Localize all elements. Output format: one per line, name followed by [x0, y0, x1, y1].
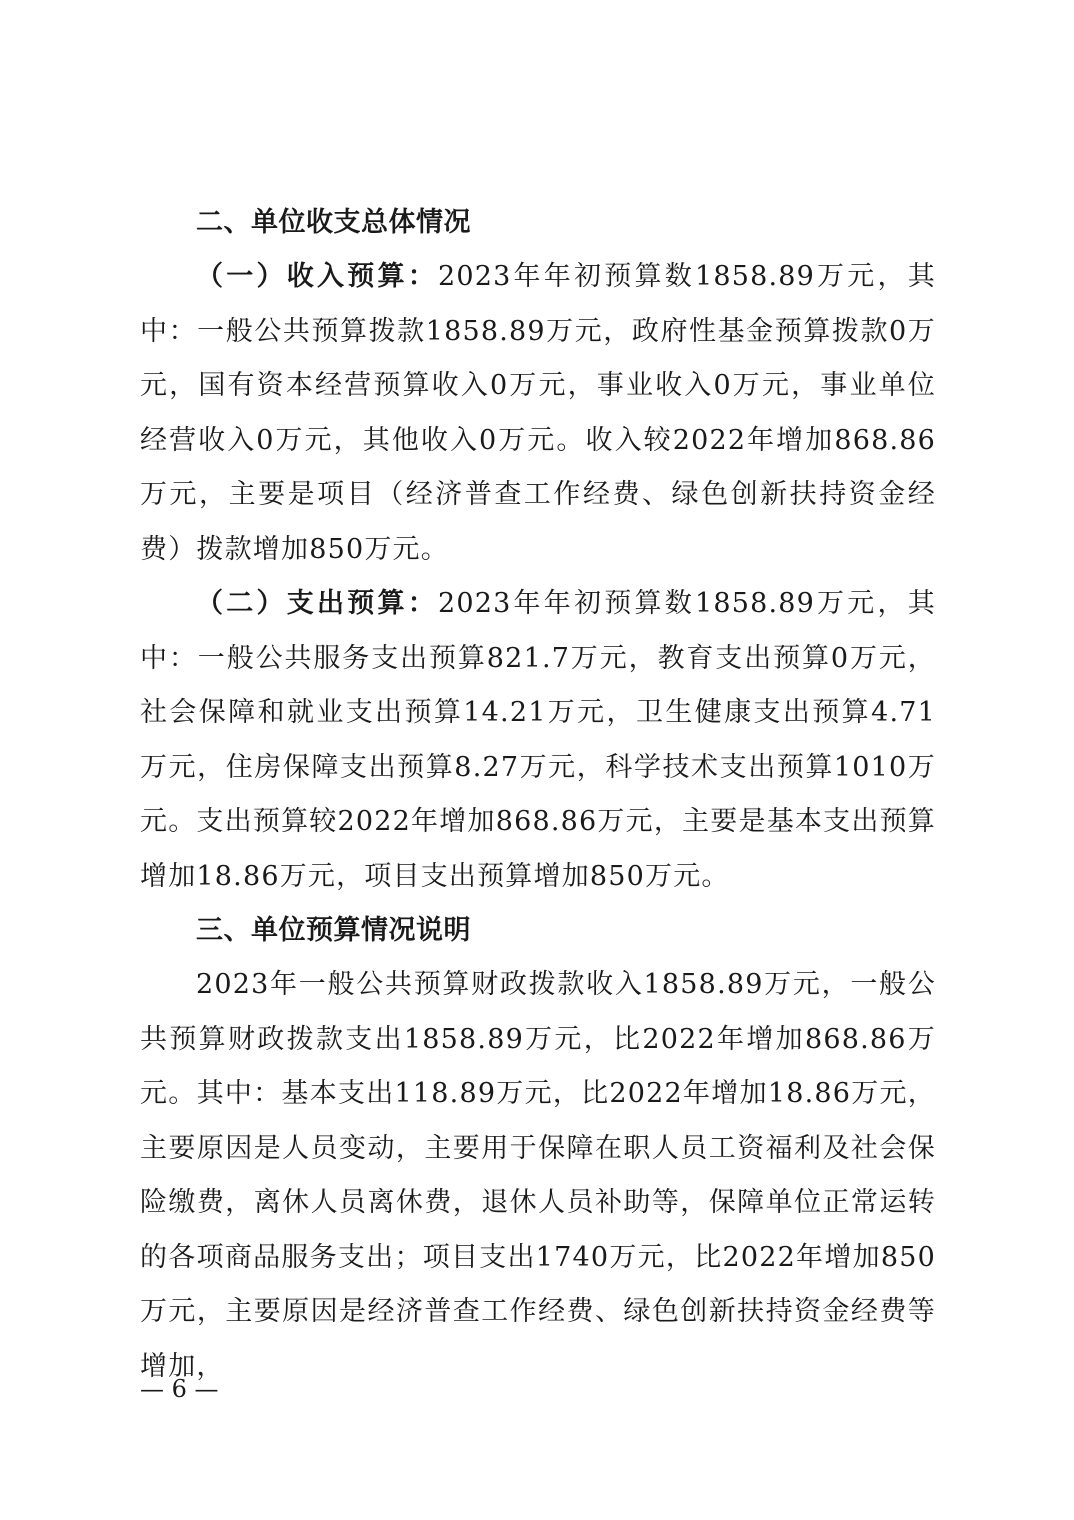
page-number: — 6 —: [140, 1375, 219, 1403]
section-heading-overall: 二、单位收支总体情况: [196, 207, 471, 238]
section-heading-budget: 三、单位预算情况说明: [196, 915, 471, 946]
expense-budget-text: 2023年年初预算数1858.89万元，其中：一般公共服务支出预算821.7万元，教育支出预算0万元，社会保障和就业支出预算14.21万元，卫生健康支出预算4.71万元，住房保障支出预算8.27万元，科学技术支出预算1010万元。支出预算较2022年增加868.86万元，主要是基本支出预算增加18.86万元，项目支出预算增加850万元。: [140, 588, 936, 892]
page-content: [140, 196, 936, 1394]
budget-explanation-paragraph: 2023年一般公共预算财政拨款收入1858.89万元，一般公共预算财政拨款支出1858.89万元，比2022年增加868.86万元。其中：基本支出118.89万元，比2022年增加18.86万元，主要原因是人员变动，主要用于保障在职人员工资福利及社会保险缴费，离休人员离休费，退休人员补助等，保障单位正常运转的各项商品服务支出；项目支出1740万元，比2022年增加850万元，主要原因是经济普查工作经费、绿色创新扶持资金经费等增加，: [140, 969, 936, 1382]
income-budget-text: 2023年年初预算数1858.89万元，其中：一般公共预算拨款1858.89万元，政府性基金预算拨款0万元，国有资本经营预算收入0万元，事业收入0万元，事业单位经营收入0万元，其他收入0万元。收入较2022年增加868.86万元，主要是项目（经济普查工作经费、绿色创新扶持资金经费）拨款增加850万元。: [140, 261, 936, 565]
expense-budget-paragraph: [140, 577, 936, 904]
expense-budget-lead: （二）支出预算：: [196, 588, 438, 619]
income-budget-paragraph: [140, 250, 936, 577]
income-budget-lead: （一）收入预算：: [196, 261, 438, 292]
